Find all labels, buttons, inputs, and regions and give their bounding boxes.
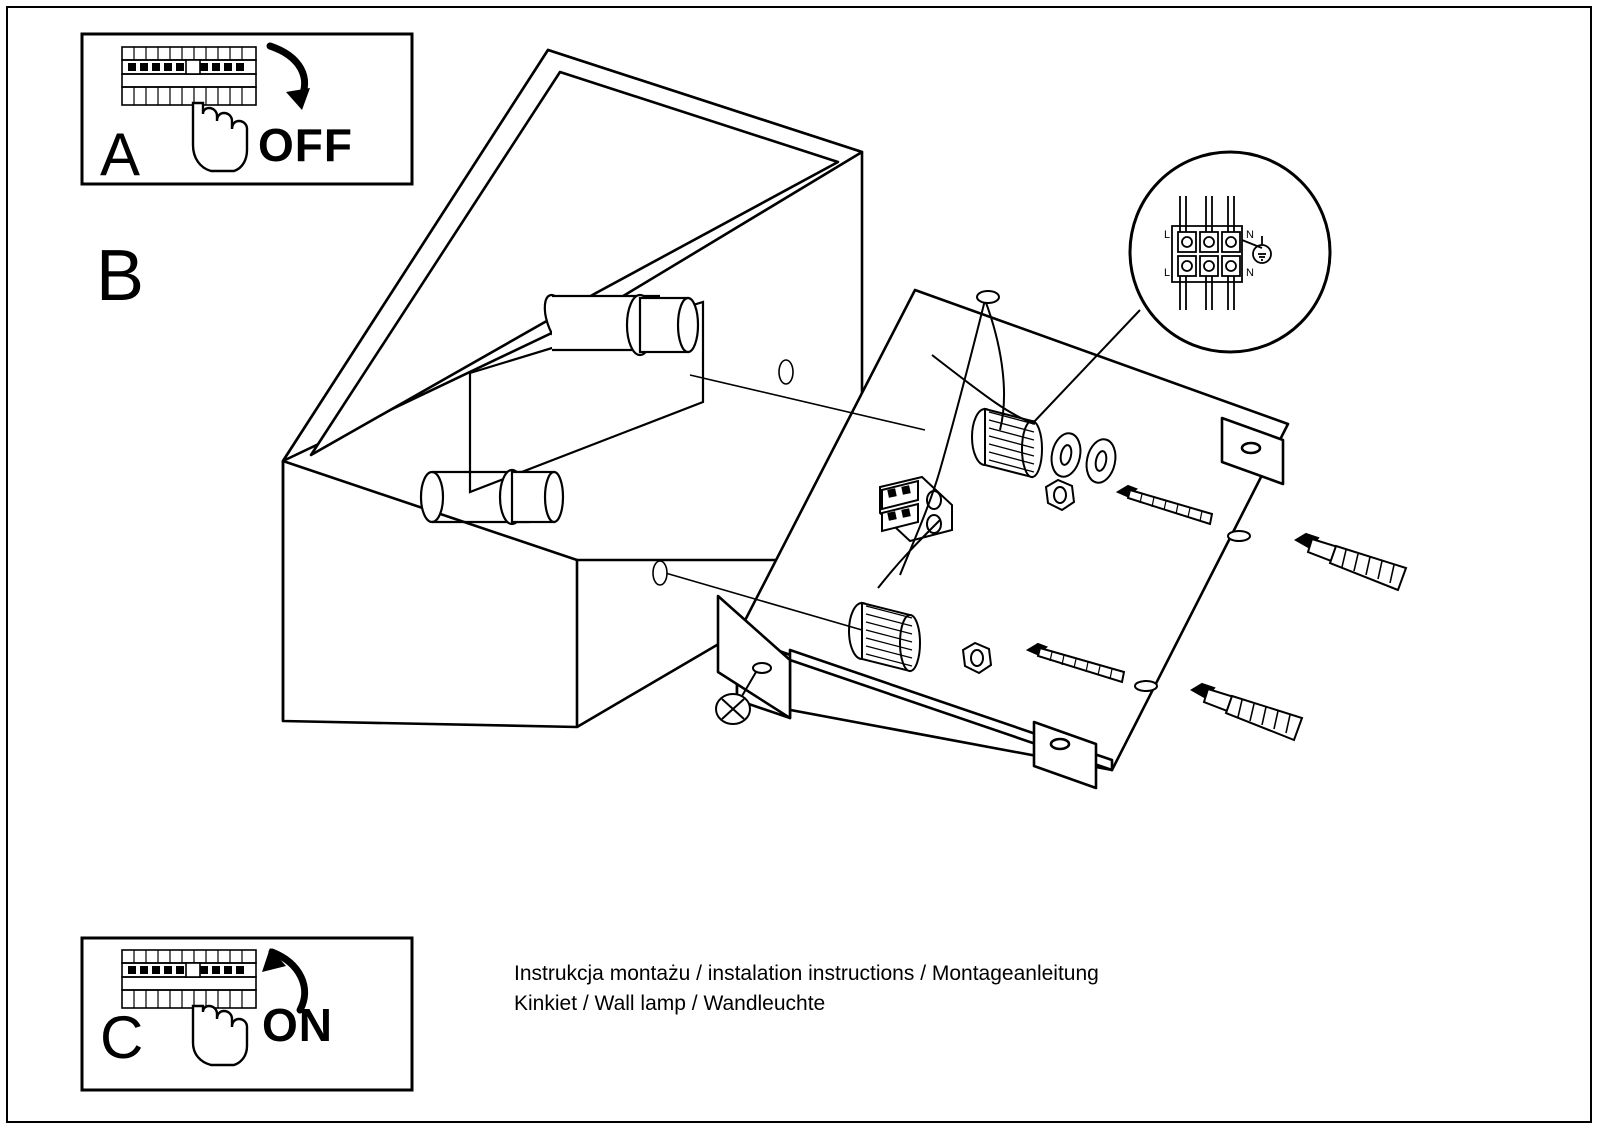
hand-pointing-icon-c <box>193 1006 247 1065</box>
wiring-label-l-bottom: L <box>1164 267 1171 279</box>
step-b-letter: B <box>96 236 145 316</box>
step-c-letter: C <box>100 1004 144 1071</box>
wall-plug-1 <box>1296 534 1406 590</box>
step-a-letter: A <box>100 121 141 188</box>
step-a-state-label: OFF <box>258 119 353 171</box>
arrow-curve-down-icon-a <box>270 46 310 110</box>
hand-pointing-icon-a <box>193 103 247 171</box>
step-c-state-label: ON <box>262 999 333 1051</box>
wiring-label-n-bottom: N <box>1246 267 1254 279</box>
circuit-breaker-panel-icon-c <box>122 950 256 1008</box>
wiring-label-n-top: N <box>1246 229 1254 241</box>
document-title-line-1: Instrukcja montażu / instalation instructions / Montageanleitung <box>514 962 1099 985</box>
wiring-label-l-top: L <box>1164 229 1171 241</box>
wall-plug-2 <box>1192 684 1302 740</box>
document-title-line-2: Kinkiet / Wall lamp / Wandleuchte <box>514 992 826 1015</box>
circuit-breaker-panel-icon-a <box>122 47 256 105</box>
